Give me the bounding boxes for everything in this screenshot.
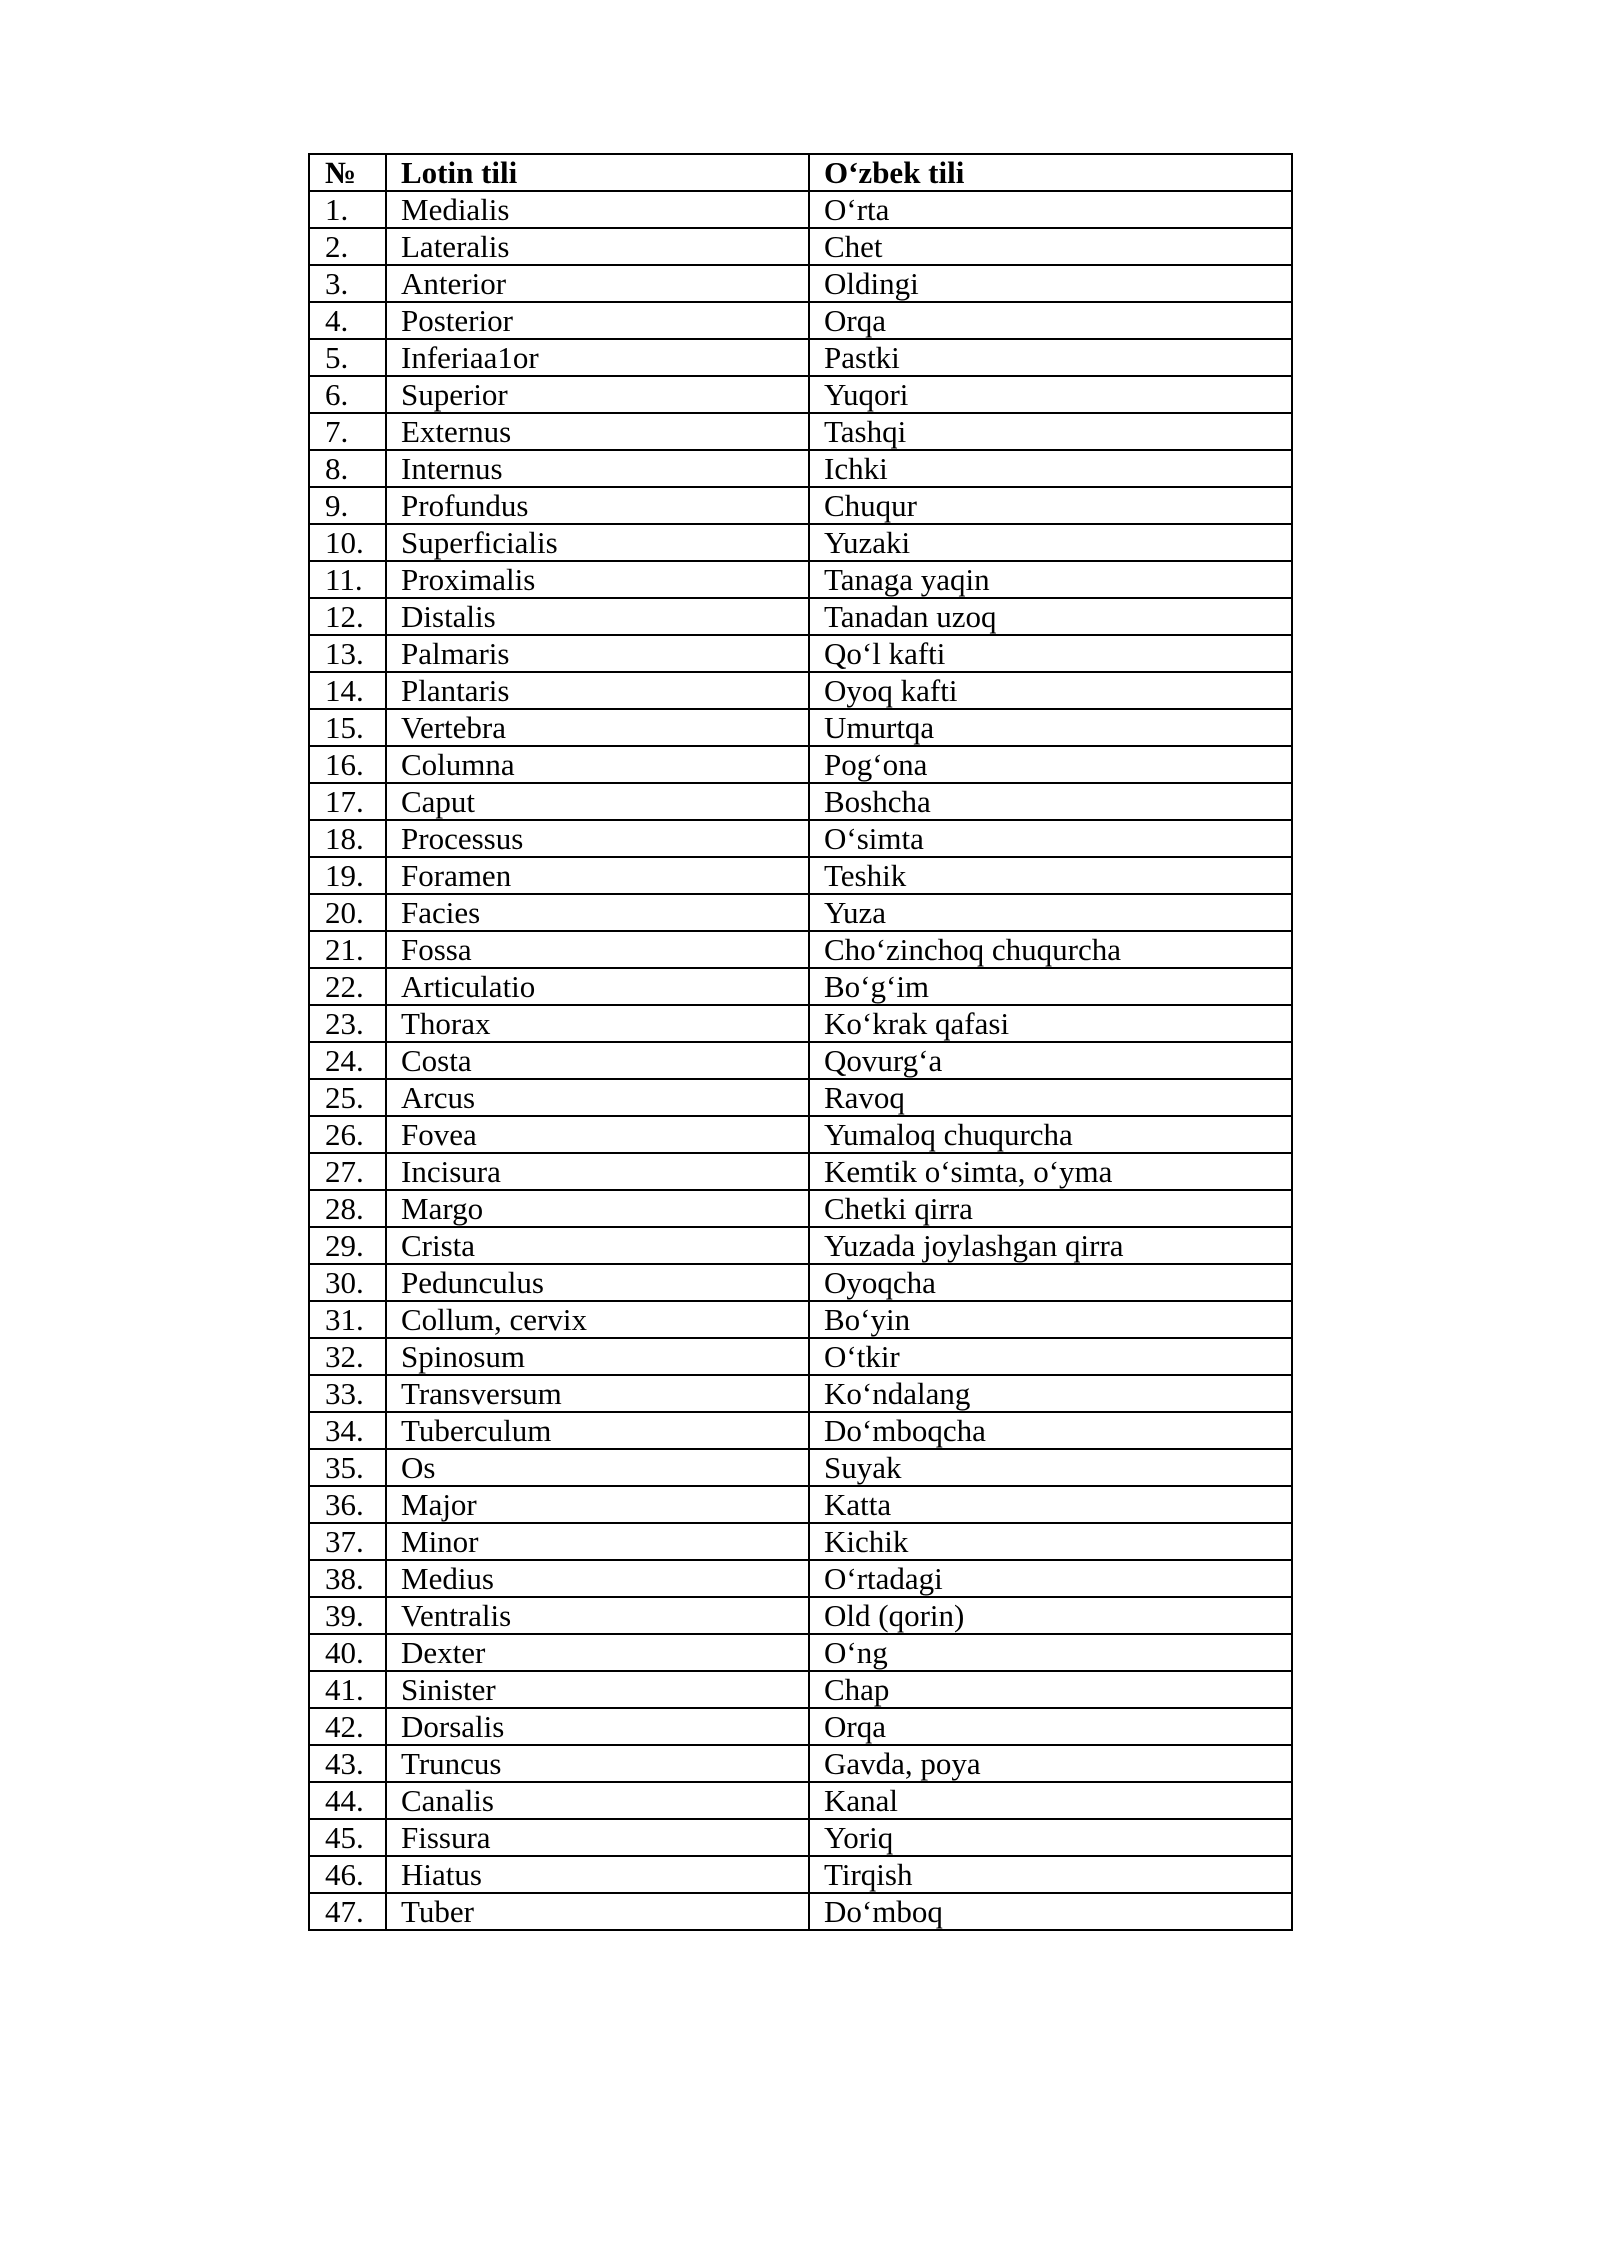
row-number: 36.	[309, 1486, 386, 1523]
row-number: 5.	[309, 339, 386, 376]
row-number: 43.	[309, 1745, 386, 1782]
latin-term: Canalis	[386, 1782, 809, 1819]
table-row	[309, 709, 1292, 746]
table-row	[309, 1116, 1292, 1153]
table-row	[309, 1893, 1292, 1930]
latin-term: Plantaris	[386, 672, 809, 709]
row-number: 16.	[309, 746, 386, 783]
row-number: 31.	[309, 1301, 386, 1338]
row-number: 12.	[309, 598, 386, 635]
row-number: 42.	[309, 1708, 386, 1745]
latin-term: Crista	[386, 1227, 809, 1264]
latin-term: Minor	[386, 1523, 809, 1560]
table-row	[309, 524, 1292, 561]
table-row	[309, 1486, 1292, 1523]
latin-term: Fovea	[386, 1116, 809, 1153]
latin-term: Major	[386, 1486, 809, 1523]
table-row	[309, 376, 1292, 413]
uzbek-term: Kichik	[809, 1523, 1292, 1560]
table-row	[309, 968, 1292, 1005]
latin-term: Foramen	[386, 857, 809, 894]
latin-term: Caput	[386, 783, 809, 820]
uzbek-term: Chetki qirra	[809, 1190, 1292, 1227]
header-number: №	[309, 154, 386, 191]
row-number: 45.	[309, 1819, 386, 1856]
uzbek-term: Oyoq kafti	[809, 672, 1292, 709]
row-number: 46.	[309, 1856, 386, 1893]
table-row	[309, 265, 1292, 302]
table-row	[309, 413, 1292, 450]
latin-term: Columna	[386, 746, 809, 783]
latin-term: Superior	[386, 376, 809, 413]
row-number: 22.	[309, 968, 386, 1005]
latin-term: Lateralis	[386, 228, 809, 265]
uzbek-term: Yoriq	[809, 1819, 1292, 1856]
latin-term: Margo	[386, 1190, 809, 1227]
row-number: 20.	[309, 894, 386, 931]
row-number: 33.	[309, 1375, 386, 1412]
uzbek-term: Tanaga yaqin	[809, 561, 1292, 598]
table-row	[309, 1560, 1292, 1597]
row-number: 39.	[309, 1597, 386, 1634]
latin-term: Dexter	[386, 1634, 809, 1671]
latin-term: Inferiaa1or	[386, 339, 809, 376]
latin-term: Tuberculum	[386, 1412, 809, 1449]
row-number: 29.	[309, 1227, 386, 1264]
table-row	[309, 302, 1292, 339]
uzbek-term: Kanal	[809, 1782, 1292, 1819]
row-number: 25.	[309, 1079, 386, 1116]
row-number: 37.	[309, 1523, 386, 1560]
uzbek-term: Ko‘ndalang	[809, 1375, 1292, 1412]
row-number: 1.	[309, 191, 386, 228]
latin-term: Hiatus	[386, 1856, 809, 1893]
row-number: 7.	[309, 413, 386, 450]
table-row	[309, 1227, 1292, 1264]
table-row	[309, 1634, 1292, 1671]
latin-term: Thorax	[386, 1005, 809, 1042]
uzbek-term: Bo‘g‘im	[809, 968, 1292, 1005]
row-number: 14.	[309, 672, 386, 709]
row-number: 41.	[309, 1671, 386, 1708]
row-number: 40.	[309, 1634, 386, 1671]
row-number: 21.	[309, 931, 386, 968]
latin-term: Costa	[386, 1042, 809, 1079]
latin-term: Posterior	[386, 302, 809, 339]
latin-term: Pedunculus	[386, 1264, 809, 1301]
table-row	[309, 857, 1292, 894]
row-number: 4.	[309, 302, 386, 339]
uzbek-term: Do‘mboqcha	[809, 1412, 1292, 1449]
latin-term: Anterior	[386, 265, 809, 302]
table-row	[309, 1523, 1292, 1560]
latin-term: Transversum	[386, 1375, 809, 1412]
row-number: 30.	[309, 1264, 386, 1301]
uzbek-term: Yuqori	[809, 376, 1292, 413]
row-number: 47.	[309, 1893, 386, 1930]
uzbek-term: Umurtqa	[809, 709, 1292, 746]
uzbek-term: Orqa	[809, 302, 1292, 339]
table-row	[309, 487, 1292, 524]
table-row	[309, 1375, 1292, 1412]
table-row	[309, 894, 1292, 931]
table-row	[309, 1301, 1292, 1338]
table-row	[309, 450, 1292, 487]
table-row	[309, 1005, 1292, 1042]
latin-term: Collum, cervix	[386, 1301, 809, 1338]
table-row	[309, 783, 1292, 820]
latin-term: Sinister	[386, 1671, 809, 1708]
table-row	[309, 1856, 1292, 1893]
latin-term: Dorsalis	[386, 1708, 809, 1745]
latin-term: Ventralis	[386, 1597, 809, 1634]
table-row	[309, 746, 1292, 783]
uzbek-term: Katta	[809, 1486, 1292, 1523]
latin-term: Medius	[386, 1560, 809, 1597]
row-number: 19.	[309, 857, 386, 894]
row-number: 28.	[309, 1190, 386, 1227]
table-row	[309, 1338, 1292, 1375]
uzbek-term: Yuzaki	[809, 524, 1292, 561]
uzbek-term: Ichki	[809, 450, 1292, 487]
table-row	[309, 191, 1292, 228]
table-row	[309, 1449, 1292, 1486]
row-number: 18.	[309, 820, 386, 857]
latin-term: Truncus	[386, 1745, 809, 1782]
uzbek-term: O‘simta	[809, 820, 1292, 857]
row-number: 8.	[309, 450, 386, 487]
latin-term: Spinosum	[386, 1338, 809, 1375]
latin-term: Os	[386, 1449, 809, 1486]
table-row	[309, 1412, 1292, 1449]
uzbek-term: Yuza	[809, 894, 1292, 931]
latin-term: Superficialis	[386, 524, 809, 561]
row-number: 23.	[309, 1005, 386, 1042]
table-row	[309, 1782, 1292, 1819]
latin-term: Processus	[386, 820, 809, 857]
uzbek-term: O‘rta	[809, 191, 1292, 228]
uzbek-term: Pog‘ona	[809, 746, 1292, 783]
uzbek-term: Tirqish	[809, 1856, 1292, 1893]
header-uzbek: O‘zbek tili	[809, 154, 1292, 191]
table-row	[309, 1079, 1292, 1116]
table-row	[309, 1708, 1292, 1745]
latin-term: Distalis	[386, 598, 809, 635]
header-latin: Lotin tili	[386, 154, 809, 191]
row-number: 2.	[309, 228, 386, 265]
uzbek-term: Tashqi	[809, 413, 1292, 450]
row-number: 15.	[309, 709, 386, 746]
latin-term: Vertebra	[386, 709, 809, 746]
row-number: 24.	[309, 1042, 386, 1079]
uzbek-term: Do‘mboq	[809, 1893, 1292, 1930]
uzbek-term: Cho‘zinchoq chuqurcha	[809, 931, 1292, 968]
row-number: 11.	[309, 561, 386, 598]
table-row	[309, 931, 1292, 968]
row-number: 34.	[309, 1412, 386, 1449]
uzbek-term: O‘rtadagi	[809, 1560, 1292, 1597]
latin-term: Fossa	[386, 931, 809, 968]
uzbek-term: Ko‘krak qafasi	[809, 1005, 1292, 1042]
table-row	[309, 1671, 1292, 1708]
uzbek-term: Orqa	[809, 1708, 1292, 1745]
table-row	[309, 1042, 1292, 1079]
row-number: 10.	[309, 524, 386, 561]
latin-term: Arcus	[386, 1079, 809, 1116]
row-number: 38.	[309, 1560, 386, 1597]
uzbek-term: Boshcha	[809, 783, 1292, 820]
uzbek-term: Tanadan uzoq	[809, 598, 1292, 635]
row-number: 27.	[309, 1153, 386, 1190]
uzbek-term: O‘ng	[809, 1634, 1292, 1671]
uzbek-term: Old (qorin)	[809, 1597, 1292, 1634]
table-row	[309, 228, 1292, 265]
row-number: 3.	[309, 265, 386, 302]
latin-term: Medialis	[386, 191, 809, 228]
header-row	[309, 154, 1292, 191]
table-row	[309, 1190, 1292, 1227]
latin-term: Palmaris	[386, 635, 809, 672]
row-number: 35.	[309, 1449, 386, 1486]
latin-term: Articulatio	[386, 968, 809, 1005]
table-body	[309, 191, 1292, 1930]
row-number: 44.	[309, 1782, 386, 1819]
uzbek-term: Yuzada joylashgan qirra	[809, 1227, 1292, 1264]
table-row	[309, 339, 1292, 376]
uzbek-term: O‘tkir	[809, 1338, 1292, 1375]
row-number: 6.	[309, 376, 386, 413]
table-row	[309, 635, 1292, 672]
uzbek-term: Chap	[809, 1671, 1292, 1708]
latin-term: Facies	[386, 894, 809, 931]
latin-term: Proximalis	[386, 561, 809, 598]
row-number: 32.	[309, 1338, 386, 1375]
latin-term: Internus	[386, 450, 809, 487]
uzbek-term: Kemtik o‘simta, o‘yma	[809, 1153, 1292, 1190]
table-row	[309, 561, 1292, 598]
uzbek-term: Yumaloq chuqurcha	[809, 1116, 1292, 1153]
table-row	[309, 1597, 1292, 1634]
uzbek-term: Gavda, poya	[809, 1745, 1292, 1782]
uzbek-term: Pastki	[809, 339, 1292, 376]
table-row	[309, 598, 1292, 635]
row-number: 13.	[309, 635, 386, 672]
latin-term: Tuber	[386, 1893, 809, 1930]
uzbek-term: Chuqur	[809, 487, 1292, 524]
uzbek-term: Qo‘l kafti	[809, 635, 1292, 672]
table-row	[309, 1264, 1292, 1301]
table-row	[309, 1745, 1292, 1782]
latin-term: Externus	[386, 413, 809, 450]
row-number: 17.	[309, 783, 386, 820]
uzbek-term: Oldingi	[809, 265, 1292, 302]
uzbek-term: Qovurg‘a	[809, 1042, 1292, 1079]
table-row	[309, 672, 1292, 709]
row-number: 26.	[309, 1116, 386, 1153]
uzbek-term: Teshik	[809, 857, 1292, 894]
glossary-table	[308, 153, 1293, 1931]
latin-term: Incisura	[386, 1153, 809, 1190]
latin-term: Profundus	[386, 487, 809, 524]
table-row	[309, 1153, 1292, 1190]
uzbek-term: Chet	[809, 228, 1292, 265]
uzbek-term: Ravoq	[809, 1079, 1292, 1116]
row-number: 9.	[309, 487, 386, 524]
uzbek-term: Oyoqcha	[809, 1264, 1292, 1301]
table-row	[309, 820, 1292, 857]
table-header	[309, 154, 1292, 191]
uzbek-term: Suyak	[809, 1449, 1292, 1486]
uzbek-term: Bo‘yin	[809, 1301, 1292, 1338]
latin-term: Fissura	[386, 1819, 809, 1856]
table-row	[309, 1819, 1292, 1856]
